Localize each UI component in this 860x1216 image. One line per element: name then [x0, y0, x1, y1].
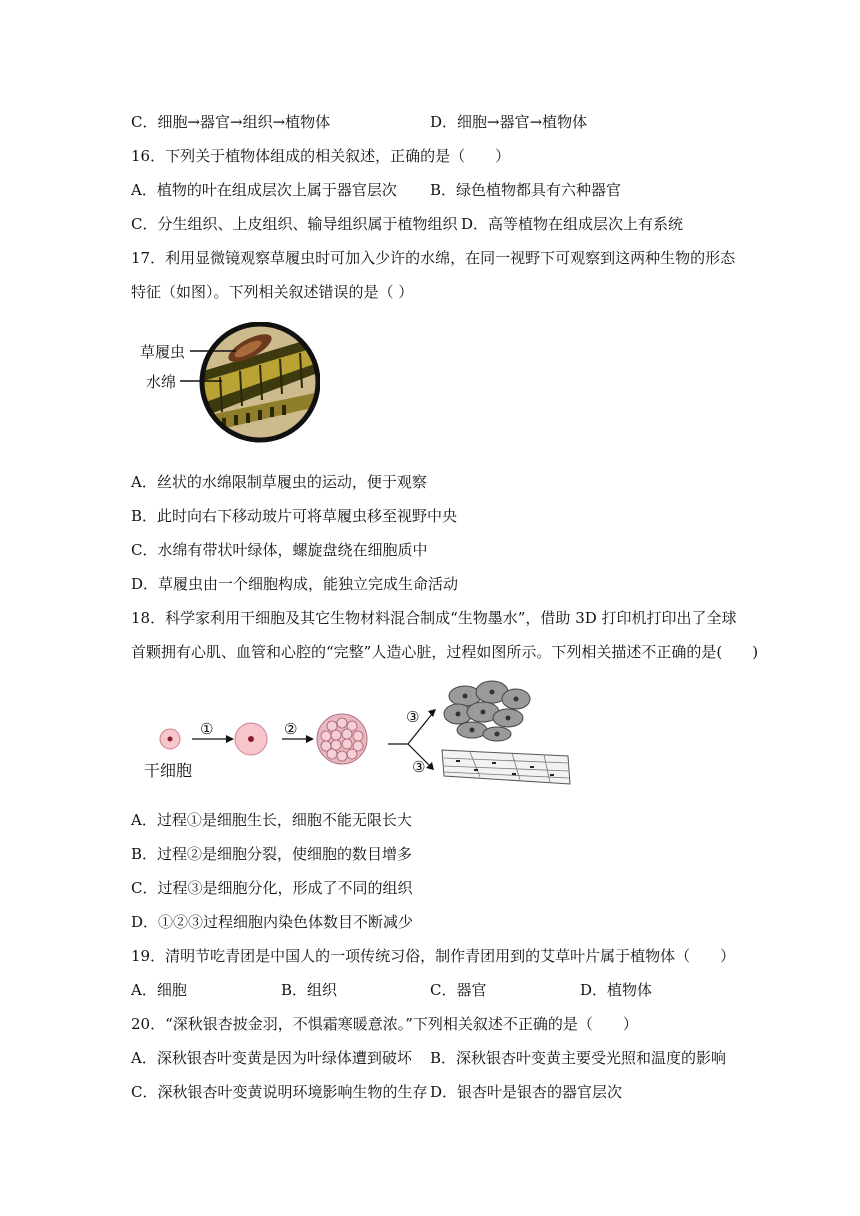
- q18-option-a: A．过程①是细胞生长，细胞不能无限长大: [131, 811, 412, 829]
- cell-cluster: [317, 714, 367, 764]
- step3a-label: ③: [406, 708, 420, 726]
- q17-stem-line2: 特征（如图）。下列相关叙述错误的是（ ）: [131, 283, 414, 301]
- q16-option-b: B．绿色植物都具有六种器官: [430, 181, 622, 199]
- q18-stem-line2: 首颗拥有心肌、血管和心腔的“完整”人造心脏，过程如图所示。下列相关描述不正确的是( ): [131, 643, 759, 661]
- step1-label: ①: [200, 720, 214, 738]
- q15-option-d: D．细胞→器官→植物体: [430, 113, 588, 131]
- q16-stem: 16．下列关于植物体组成的相关叙述，正确的是（ ）: [131, 147, 511, 165]
- q18-option-b: B．过程②是细胞分裂，使细胞的数目增多: [131, 845, 413, 863]
- q18-stem-line1: 18．科学家利用干细胞及其它生物材料混合制成“生物墨水”，借助 3D 打印机打印出了全球: [131, 609, 737, 627]
- q16-option-d: D．高等植物在组成层次上有系统: [461, 215, 684, 233]
- q18-option-d: D．①②③过程细胞内染色体数目不断减少: [131, 913, 414, 931]
- q19-option-a: A．细胞: [131, 981, 187, 999]
- paramecium-label: 草履虫: [140, 343, 186, 361]
- stem-cell-label: 干细胞: [144, 761, 193, 780]
- stem-cell-process-figure: [140, 674, 580, 792]
- q17-option-b: B．此时向右下移动玻片可将草履虫移至视野中央: [131, 507, 458, 525]
- q20-option-a: A．深秋银杏叶变黄是因为叶绿体遭到破坏: [131, 1049, 412, 1067]
- q20-stem: 20．“深秋银杏披金羽，不惧霜寒暖意浓。”下列相关叙述不正确的是（ ）: [131, 1015, 638, 1033]
- q20-option-c: C．深秋银杏叶变黄说明环境影响生物的生存: [131, 1083, 428, 1101]
- q17-stem-line1: 17．利用显微镜观察草履虫时可加入少许的水绵，在同一视野下可观察到这两种生物的形态: [131, 249, 736, 267]
- q16-option-c: C．分生组织、上皮组织、输导组织属于植物组织: [131, 215, 458, 233]
- microscope-view-figure: [140, 322, 320, 444]
- q19-option-c: C．器官: [430, 981, 487, 999]
- q16-option-a: A．植物的叶在组成层次上属于器官层次: [131, 181, 397, 199]
- step3b-label: ③: [412, 758, 426, 776]
- q18-option-c: C．过程③是细胞分化，形成了不同的组织: [131, 879, 413, 897]
- q17-option-a: A．丝状的水绵限制草履虫的运动，便于观察: [131, 473, 427, 491]
- muscle-tissue: [442, 750, 570, 784]
- q19-option-b: B．组织: [281, 981, 338, 999]
- q20-option-b: B．深秋银杏叶变黄主要受光照和温度的影响: [430, 1049, 727, 1067]
- q15-option-c: C．细胞→器官→组织→植物体: [131, 113, 331, 131]
- spirogyra-label: 水绵: [146, 373, 177, 391]
- q17-option-c: C．水绵有带状叶绿体，螺旋盘绕在细胞质中: [131, 541, 428, 559]
- q17-option-d: D．草履虫由一个细胞构成，能独立完成生命活动: [131, 575, 459, 593]
- q20-option-d: D．银杏叶是银杏的器官层次: [430, 1083, 623, 1101]
- q19-option-d: D．植物体: [580, 981, 653, 999]
- q19-stem: 19．清明节吃青团是中国人的一项传统习俗，制作青团用到的艾草叶片属于植物体（ ）: [131, 947, 736, 965]
- epithelial-tissue: [444, 681, 530, 741]
- step2-label: ②: [284, 720, 298, 738]
